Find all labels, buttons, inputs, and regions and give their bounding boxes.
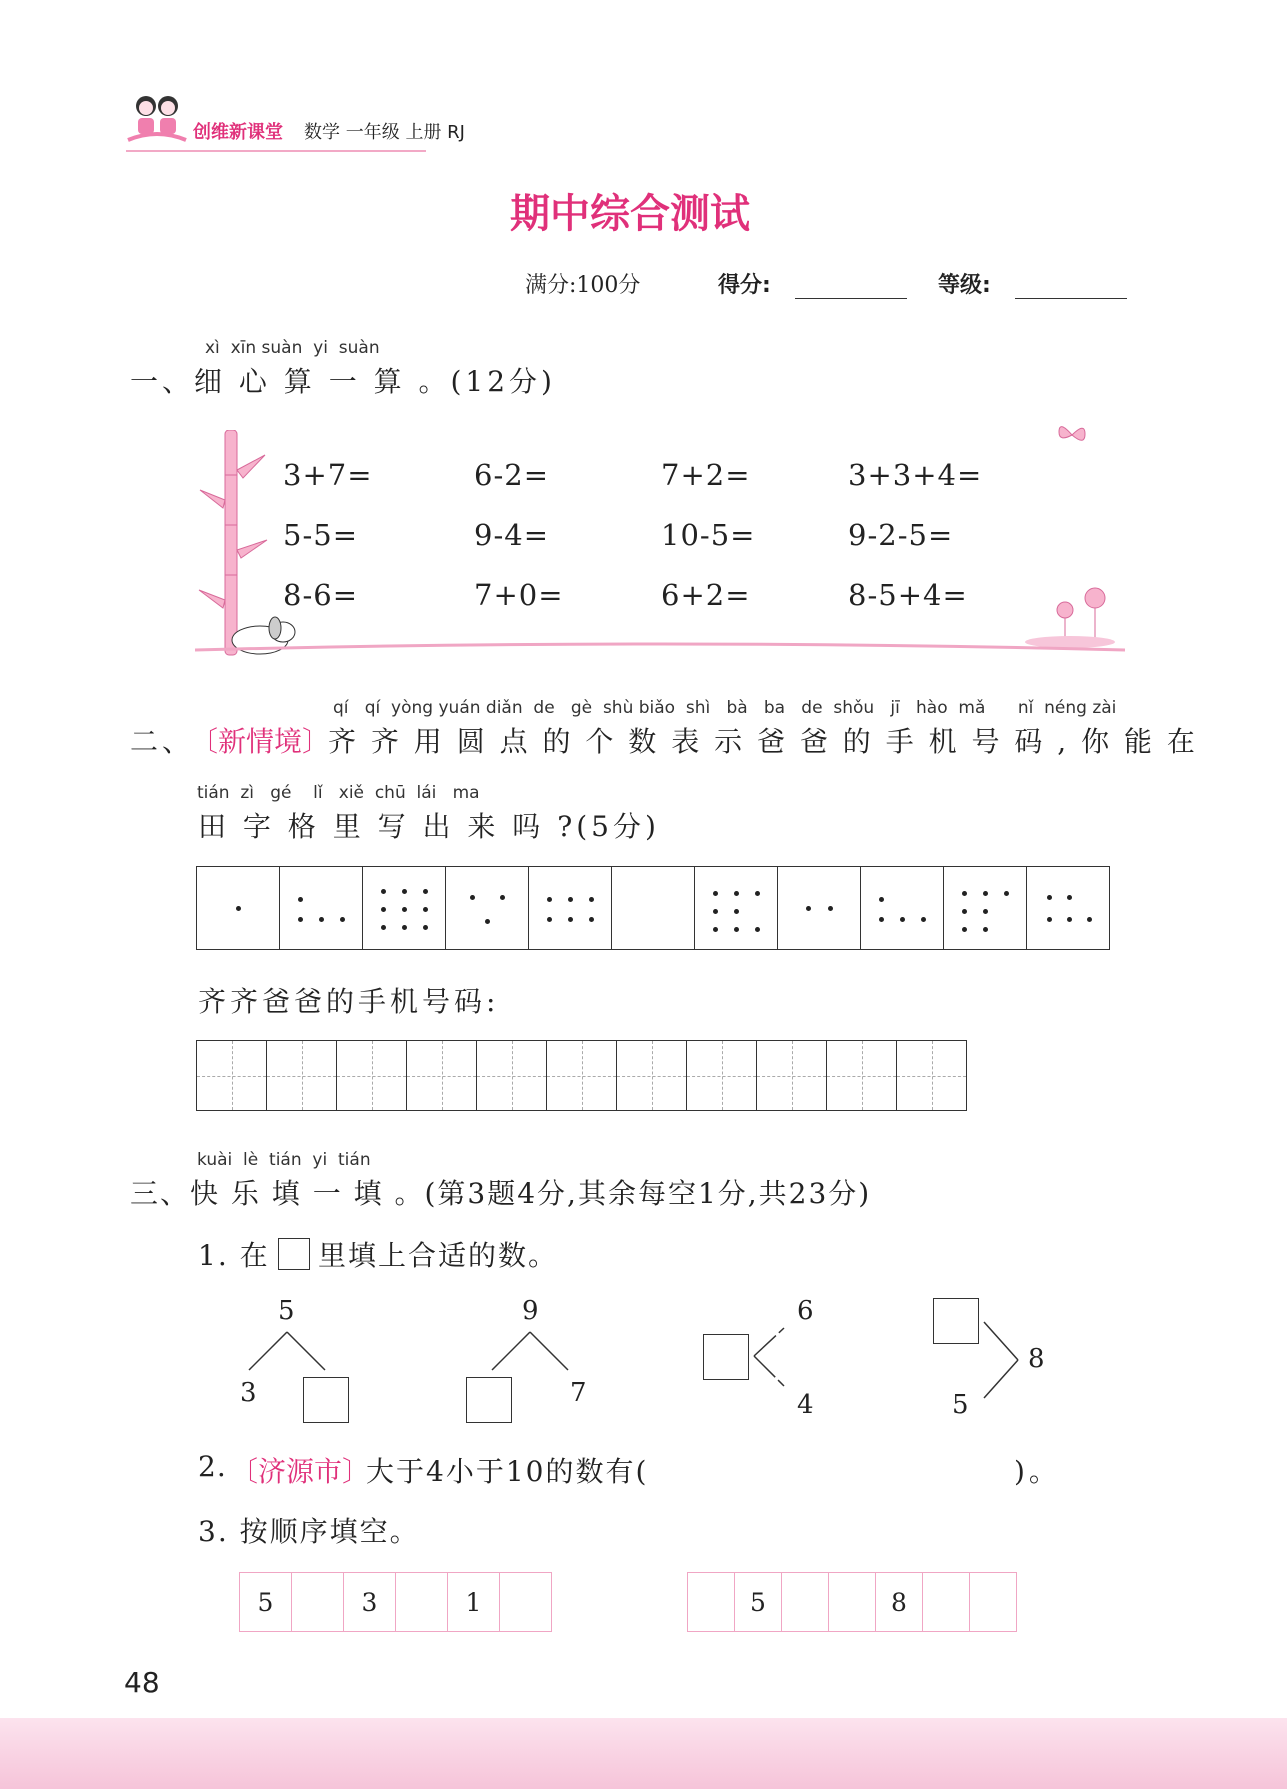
seq1-cell: 1 — [448, 1573, 500, 1632]
grid-cell[interactable] — [827, 1041, 897, 1111]
score-label: 得分: — [718, 273, 771, 298]
seq1-cell[interactable] — [292, 1573, 344, 1632]
dot — [381, 925, 386, 930]
section2-tag: 〔新情境〕 — [190, 725, 331, 758]
dot — [402, 925, 407, 930]
dot — [547, 897, 552, 902]
equation-1-4: 3+3+4= — [848, 458, 983, 492]
dot — [828, 906, 833, 911]
dot-cell — [778, 867, 861, 950]
seq1-cell[interactable] — [396, 1573, 448, 1632]
grid-cell[interactable] — [407, 1041, 477, 1111]
seq2-cell: 5 — [735, 1573, 782, 1632]
grade-blank[interactable] — [1015, 272, 1127, 299]
dot — [568, 897, 573, 902]
equation-3-2: 7+0= — [474, 578, 564, 612]
seq2-cell[interactable] — [782, 1573, 829, 1632]
equation-1-1: 3+7= — [283, 458, 373, 492]
page-number: 48 — [124, 1666, 160, 1699]
grid-cell[interactable] — [617, 1041, 687, 1111]
brand-name: 创维新课堂 — [193, 122, 283, 143]
section3-pinyin: kuài lè tián yi tián — [197, 1150, 371, 1170]
dot — [485, 919, 490, 924]
dot-cell — [861, 867, 944, 950]
tree1-answer-box[interactable] — [303, 1377, 349, 1423]
grid-cell[interactable] — [547, 1041, 617, 1111]
tree2-right: 7 — [570, 1378, 587, 1408]
section2-text-line1: 齐 齐 用 圆 点 的 个 数 表 示 爸 爸 的 手 机 号 码 , 你 能 在 — [328, 725, 1198, 758]
section1-pinyin: xì xīn suàn yi suàn — [205, 338, 380, 358]
dot — [734, 927, 739, 932]
dot-cell — [1027, 867, 1110, 950]
dot — [547, 917, 552, 922]
grid-cell[interactable] — [197, 1041, 267, 1111]
sequence-table-2 — [687, 1572, 1017, 1632]
dot — [962, 891, 967, 896]
dot-cell — [446, 867, 529, 950]
dot-cell — [944, 867, 1027, 950]
score-blank[interactable] — [795, 272, 907, 299]
q2-prefix: 2. — [198, 1450, 227, 1483]
tree1-branches — [245, 1330, 330, 1375]
dot — [500, 895, 505, 900]
dot — [319, 917, 324, 922]
equation-2-4: 9-2-5= — [848, 518, 954, 552]
equation-2-2: 9-4= — [474, 518, 549, 552]
equation-3-1: 8-6= — [283, 578, 358, 612]
equation-2-1: 5-5= — [283, 518, 358, 552]
dot — [900, 917, 905, 922]
dot — [423, 925, 428, 930]
tree2-top: 9 — [522, 1296, 539, 1326]
dot — [1067, 917, 1072, 922]
tree3-lower: 4 — [797, 1390, 814, 1420]
header-divider — [126, 150, 426, 152]
dot — [962, 927, 967, 932]
seq1-cell[interactable] — [500, 1573, 552, 1632]
dot — [983, 927, 988, 932]
q3-text: 3. 按顺序填空。 — [198, 1515, 420, 1548]
seq1-cell: 3 — [344, 1573, 396, 1632]
section1-heading: 一、细 心 算 一 算 。(12分) — [130, 365, 556, 398]
dot — [713, 891, 718, 896]
section2-prefix: 二、 — [130, 725, 195, 758]
section3-heading: 三、快 乐 填 一 填 。(第3题4分,其余每空1分,共23分) — [130, 1177, 872, 1210]
sequence-table-1 — [239, 1572, 552, 1632]
dot — [983, 891, 988, 896]
dot — [589, 917, 594, 922]
dot — [879, 897, 884, 902]
tree3-answer-box[interactable] — [703, 1334, 749, 1380]
equation-1-3: 7+2= — [661, 458, 751, 492]
grass-divider — [195, 640, 1125, 660]
dot-cell — [363, 867, 446, 950]
dot-cell — [612, 867, 695, 950]
dot — [340, 917, 345, 922]
seq2-cell[interactable] — [829, 1573, 876, 1632]
dot — [423, 907, 428, 912]
equation-1-2: 6-2= — [474, 458, 549, 492]
full-score: 满分:100分 — [525, 273, 641, 298]
grid-cell[interactable] — [477, 1041, 547, 1111]
tree2-branches — [488, 1330, 573, 1375]
dot — [734, 909, 739, 914]
butterfly-icon — [1055, 418, 1089, 452]
dot-cell — [695, 867, 778, 950]
grid-cell[interactable] — [267, 1041, 337, 1111]
q2-answer-blank[interactable] — [690, 1454, 1010, 1484]
footer-band — [0, 1718, 1287, 1789]
equation-3-4: 8-5+4= — [848, 578, 968, 612]
seq2-cell[interactable] — [688, 1573, 735, 1632]
tree3-branches — [750, 1320, 800, 1392]
tree3-upper: 6 — [797, 1296, 814, 1326]
dot — [568, 917, 573, 922]
equation-2-3: 10-5= — [661, 518, 756, 552]
q2-tag: 〔济源市〕 — [230, 1455, 371, 1488]
dot — [1087, 917, 1092, 922]
grid-cell[interactable] — [757, 1041, 827, 1111]
page-title: 期中综合测试 — [510, 191, 750, 237]
dot — [1047, 917, 1052, 922]
tree4-lower: 5 — [952, 1390, 969, 1420]
dot-table — [196, 866, 1110, 950]
example-box — [278, 1238, 310, 1270]
equation-3-3: 6+2= — [661, 578, 751, 612]
dot-cell — [529, 867, 612, 950]
dot — [589, 897, 594, 902]
dot — [806, 906, 811, 911]
grade-label: 等级: — [938, 273, 991, 298]
dot — [298, 897, 303, 902]
q2-text: 大于4小于10的数有( — [366, 1455, 649, 1488]
section2-text-line2: 田 字 格 里 写 出 来 吗 ?(5分) — [198, 810, 660, 843]
dot — [402, 907, 407, 912]
dot — [879, 917, 884, 922]
dot — [1047, 895, 1052, 900]
seq1-cell: 5 — [240, 1573, 292, 1632]
grid-cell[interactable] — [897, 1041, 967, 1111]
tree4-branches — [980, 1318, 1025, 1403]
dot — [1004, 891, 1009, 896]
dot — [381, 889, 386, 894]
dot — [983, 909, 988, 914]
grid-cell[interactable] — [337, 1041, 407, 1111]
dot — [470, 895, 475, 900]
writing-grid — [196, 1040, 967, 1111]
q1-prefix: 1. 在 — [198, 1239, 270, 1272]
dot — [962, 909, 967, 914]
subject-info: 数学 一年级 上册 RJ — [304, 122, 465, 143]
dot-cell — [197, 867, 280, 950]
dot — [755, 927, 760, 932]
dot — [298, 917, 303, 922]
tree1-left: 3 — [240, 1378, 257, 1408]
grid-cell[interactable] — [687, 1041, 757, 1111]
dot — [713, 927, 718, 932]
tree2-answer-box[interactable] — [466, 1377, 512, 1423]
dot — [236, 906, 241, 911]
seq2-cell[interactable] — [970, 1573, 1017, 1632]
seq2-cell: 8 — [876, 1573, 923, 1632]
dot — [402, 889, 407, 894]
q2-close: )。 — [1014, 1455, 1061, 1488]
section2-pinyin-line1: qí qí yòng yuán diǎn de gè shù biǎo shì bà ba de shǒu jī hào mǎ nǐ néng zài — [333, 698, 1117, 718]
dot — [423, 889, 428, 894]
tree4-right: 8 — [1028, 1344, 1045, 1374]
tree1-top: 5 — [278, 1296, 295, 1326]
dot — [1067, 895, 1072, 900]
phone-label: 齐齐爸爸的手机号码: — [198, 985, 500, 1018]
dot — [921, 917, 926, 922]
section2-pinyin-line2: tián zì gé lǐ xiě chū lái ma — [197, 783, 480, 803]
dot — [755, 891, 760, 896]
dot-cell — [280, 867, 363, 950]
q1-suffix: 里填上合适的数。 — [318, 1239, 559, 1272]
kids-logo-icon — [126, 88, 188, 150]
dot — [734, 891, 739, 896]
dot — [381, 907, 386, 912]
tree4-answer-box[interactable] — [933, 1298, 979, 1344]
seq2-cell[interactable] — [923, 1573, 970, 1632]
dot — [713, 909, 718, 914]
